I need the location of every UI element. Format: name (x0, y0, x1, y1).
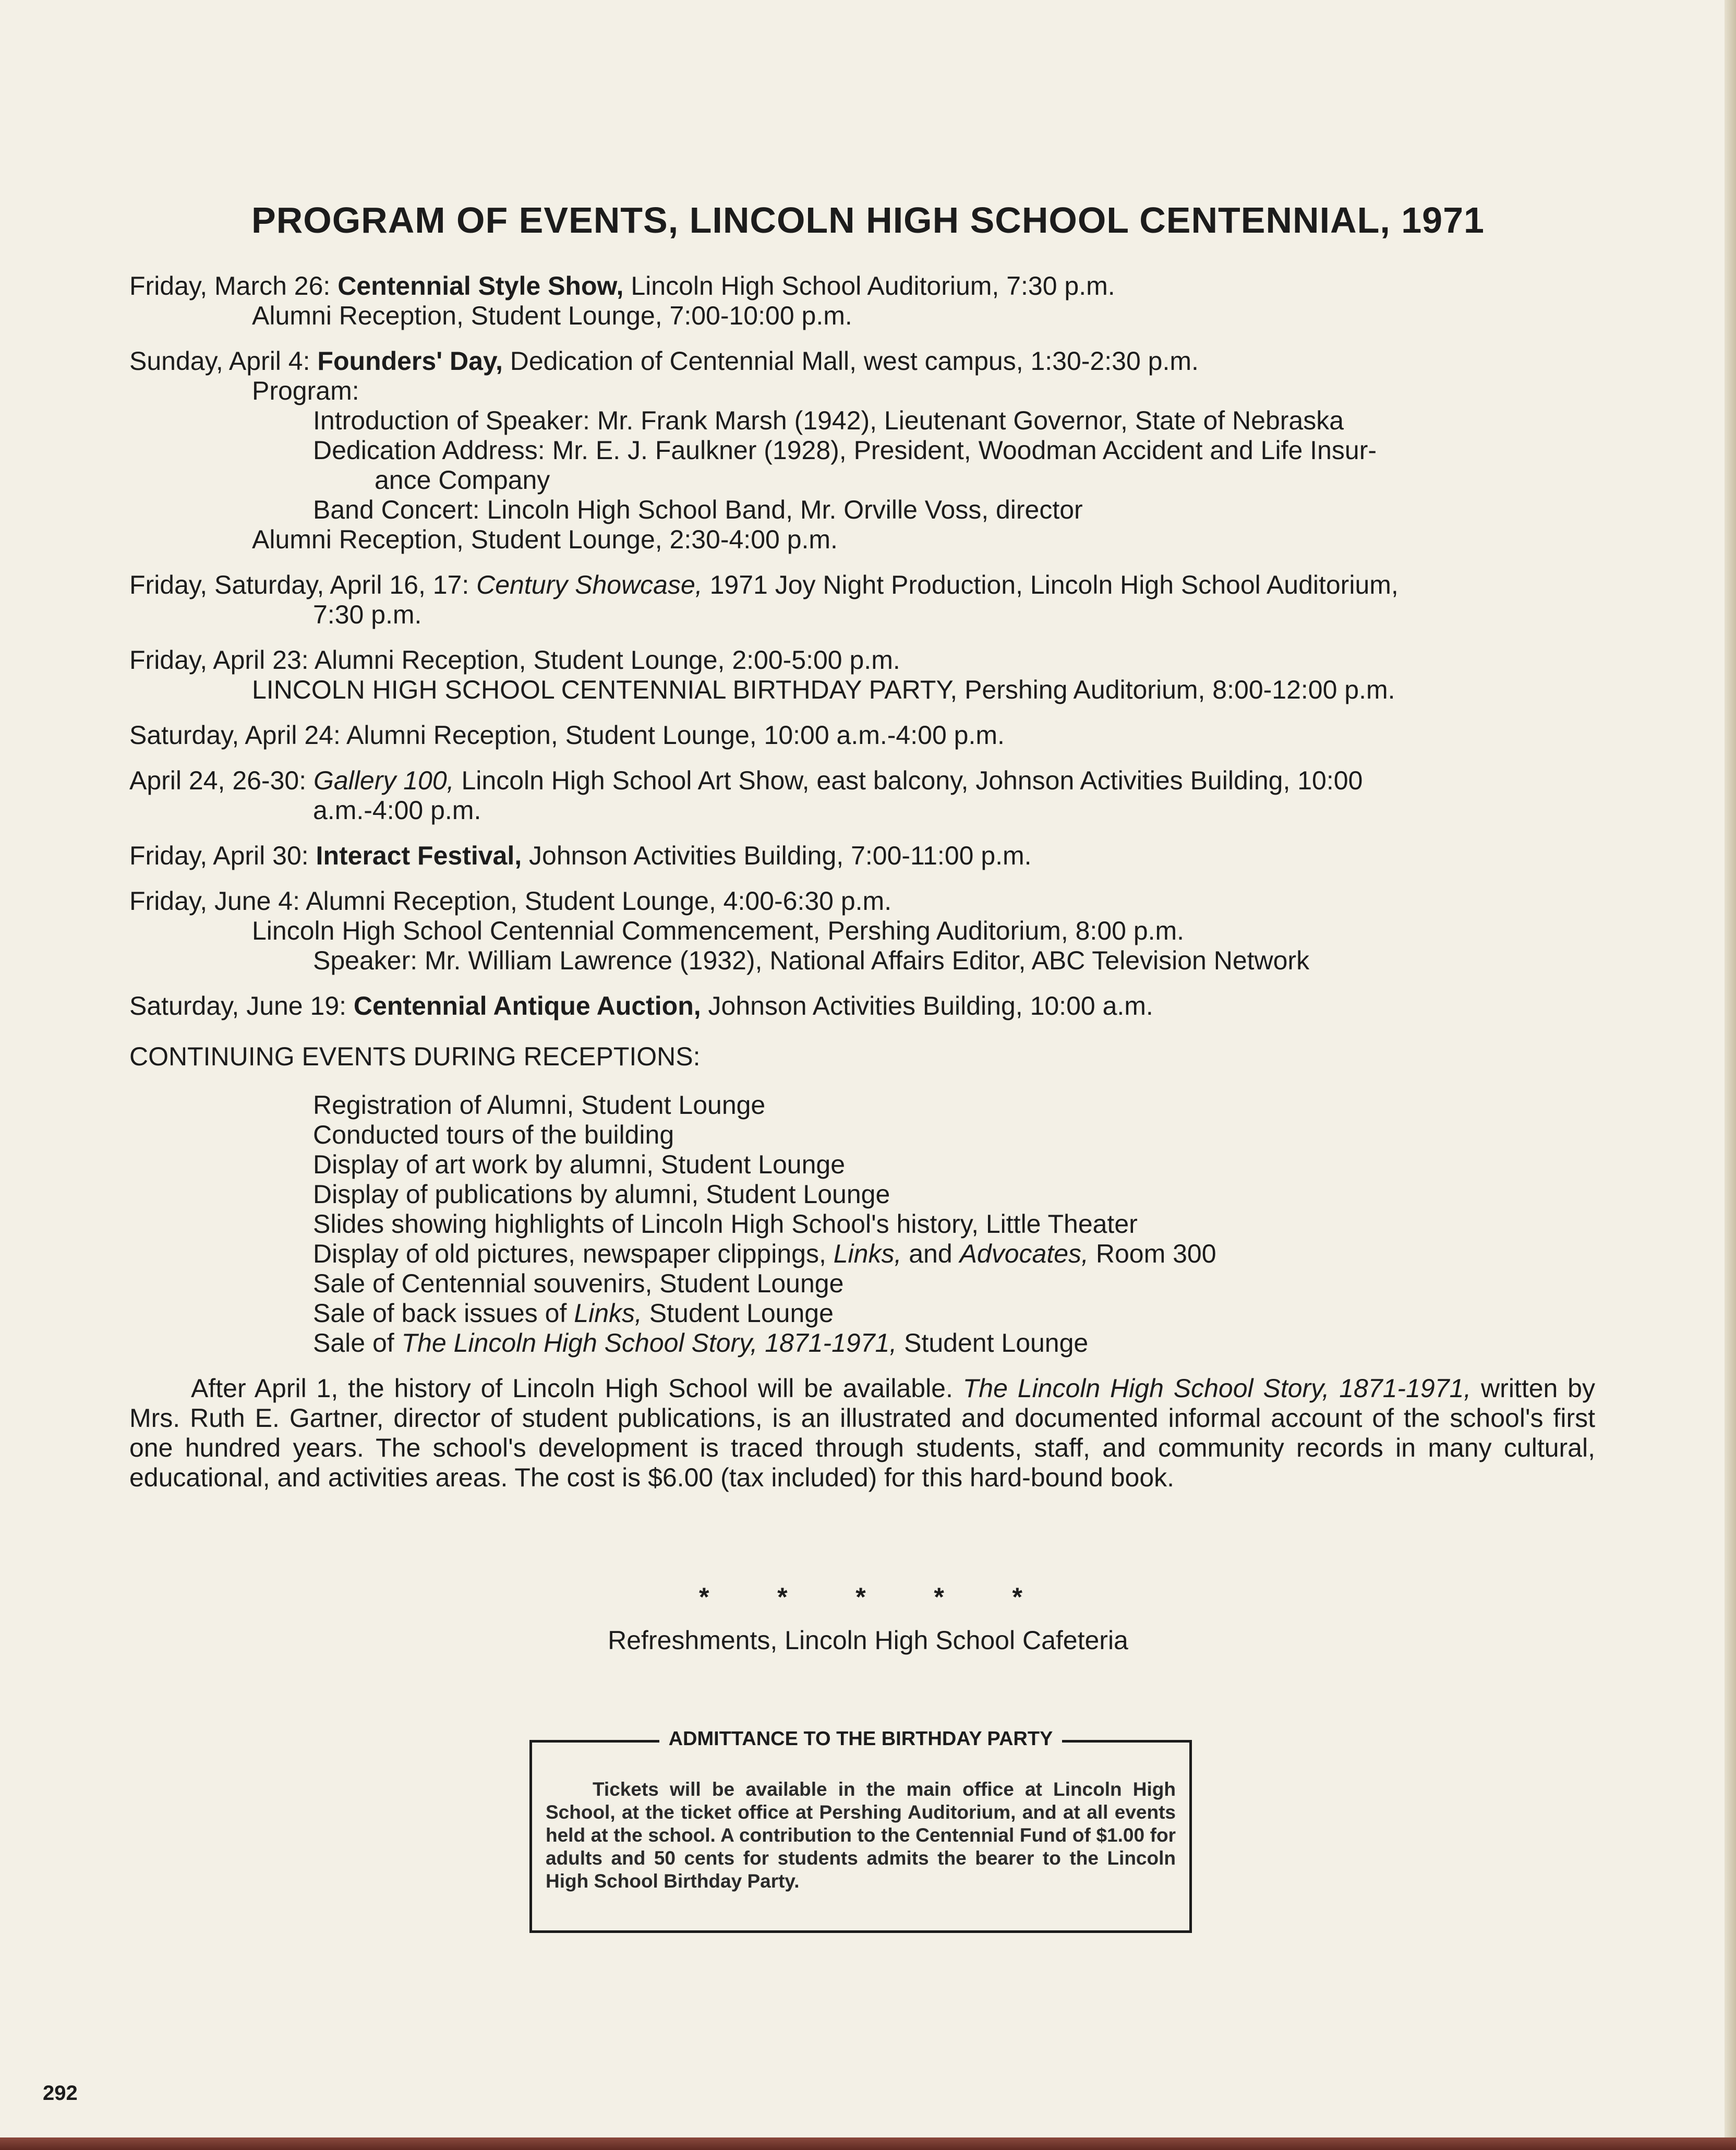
event-entry-april-23 (129, 645, 1595, 705)
event-line (129, 346, 1595, 376)
admittance-box (529, 1728, 1192, 1933)
paragraph-text: After April 1, the history of Lincoln High School will be available. (191, 1374, 963, 1403)
event-entry-april-4 (129, 346, 1595, 555)
list-item: Conducted tours of the building (313, 1120, 674, 1149)
event-subline: Alumni Reception, Student Lounge, 7:00-10:00 p.m. (252, 301, 852, 330)
program-label: Program: (252, 376, 359, 405)
publication-title: The Lincoln High School Story, 1871-1971, (401, 1328, 897, 1358)
list-item-text: Sale of (313, 1328, 402, 1358)
events-program (129, 271, 1595, 1493)
event-name: Centennial Style Show, (337, 271, 624, 301)
book-title: The Lincoln High School Story, 1871-1971, (962, 1374, 1472, 1403)
list-item: Sale of Centennial souvenirs, Student Lounge (313, 1269, 844, 1298)
history-book-paragraph (129, 1374, 1595, 1493)
event-entry-april-16-17 (129, 570, 1595, 630)
event-line (129, 991, 1595, 1021)
event-subline: LINCOLN HIGH SCHOOL CENTENNIAL BIRTHDAY PARTY, Pershing Auditorium, 8:00-12:00 p.m. (252, 675, 1395, 704)
cover-edge (0, 2137, 1736, 2150)
event-continued: a.m.-4:00 p.m. (313, 796, 481, 825)
event-line (129, 570, 1595, 600)
refreshments-note: Refreshments, Lincoln High School Cafeteria (608, 1626, 1128, 1655)
event-date: Saturday, June 19: (129, 991, 354, 1020)
event-subline: Speaker: Mr. William Lawrence (1932), National Affairs Editor, ABC Television Network (313, 946, 1310, 975)
event-details: Johnson Activities Building, 10:00 a.m. (701, 991, 1153, 1020)
publication-title: Advocates, (959, 1239, 1089, 1268)
event-name: Interact Festival, (316, 841, 522, 870)
event-line: Saturday, April 24: Alumni Reception, Student Lounge, 10:00 a.m.-4:00 p.m. (129, 720, 1005, 750)
page-title: PROGRAM OF EVENTS, LINCOLN HIGH SCHOOL CENTENNIAL, 1971 (251, 200, 1485, 241)
star-glyph: * (777, 1582, 788, 1612)
list-item: Slides showing highlights of Lincoln High School's history, Little Theater (313, 1209, 1138, 1239)
star-glyph: * (699, 1582, 709, 1612)
list-item (313, 1328, 1595, 1358)
event-details: 1971 Joy Night Production, Lincoln High School Auditorium, (702, 570, 1399, 599)
event-name: Founders' Day, (317, 346, 503, 376)
list-item-text: and (901, 1239, 960, 1268)
event-name: Gallery 100, (313, 766, 454, 795)
event-continued: 7:30 p.m. (313, 600, 422, 629)
program-item-continued: ance Company (375, 465, 550, 495)
continuing-events-list (129, 1090, 1595, 1358)
page-edge-shadow (1725, 0, 1736, 2150)
event-entry-june-19 (129, 991, 1595, 1021)
list-item: Display of art work by alumni, Student Lounge (313, 1150, 845, 1179)
program-item: Dedication Address: Mr. E. J. Faulkner (1928), President, Woodman Accident and Life Insur- (313, 436, 1377, 465)
list-item-text: Display of old pictures, newspaper clippings, (313, 1239, 834, 1268)
page-number: 292 (43, 2082, 78, 2105)
star-divider (699, 1582, 1022, 1612)
publication-title: Links, (574, 1299, 642, 1328)
list-item-text: Room 300 (1088, 1239, 1216, 1268)
event-line (129, 766, 1595, 796)
event-date: April 24, 26-30: (129, 766, 314, 795)
program-item: Introduction of Speaker: Mr. Frank Marsh (1942), Lieutenant Governor, State of Nebraska (313, 406, 1344, 435)
program-item: Band Concert: Lincoln High School Band, Mr. Orville Voss, director (313, 495, 1083, 524)
event-date: Friday, April 30: (129, 841, 316, 870)
admittance-text: Tickets will be available in the main office at Lincoln High School, at the ticket office at Pershing Auditorium, and at all events held at the school. A contribution to the Centennial Fund of $1.00 for adults and 50 cents for students admits the bearer to the Lincoln High School Birthday Party. (546, 1779, 1176, 1892)
event-date: Friday, March 26: (129, 271, 338, 301)
event-date: Friday, Saturday, April 16, 17: (129, 570, 477, 599)
star-glyph: * (1012, 1582, 1022, 1612)
list-item (313, 1239, 1595, 1269)
event-line (129, 271, 1595, 301)
admittance-box-body (546, 1778, 1176, 1893)
admittance-box-title (532, 1728, 1189, 1750)
event-details: Lincoln High School Art Show, east balcony, Johnson Activities Building, 10:00 (454, 766, 1363, 795)
event-subline: Lincoln High School Centennial Commencement, Pershing Auditorium, 8:00 p.m. (252, 916, 1185, 945)
list-item-text: Student Lounge (642, 1299, 834, 1328)
admittance-title-text: ADMITTANCE TO THE BIRTHDAY PARTY (659, 1728, 1063, 1750)
star-glyph: * (934, 1582, 944, 1612)
event-line: Friday, April 23: Alumni Reception, Student Lounge, 2:00-5:00 p.m. (129, 645, 900, 675)
event-entry-april-24 (129, 720, 1595, 750)
event-subline: Alumni Reception, Student Lounge, 2:30-4:00 p.m. (252, 525, 838, 554)
event-entry-april-24-30 (129, 766, 1595, 825)
list-item-text: Sale of back issues of (313, 1299, 574, 1328)
event-entry-april-30 (129, 841, 1595, 871)
paragraph-text: written by Mrs. Ruth E. Gartner, director of student publications, is an illustrated and documented informal account of the school's first one hundred years. The school's development is traced through students, staff, and community records in many cultural, educational, and activities areas. The cost is $6.00 (tax included) for this hard-bound book. (129, 1374, 1595, 1492)
publication-title: Links, (833, 1239, 902, 1268)
event-line (129, 841, 1595, 871)
continuing-events-heading: CONTINUING EVENTS DURING RECEPTIONS: (129, 1042, 701, 1071)
event-name: Centennial Antique Auction, (353, 991, 701, 1020)
event-details: Lincoln High School Auditorium, 7:30 p.m. (623, 271, 1115, 301)
event-line: Friday, June 4: Alumni Reception, Student Lounge, 4:00-6:30 p.m. (129, 886, 892, 916)
event-details: Johnson Activities Building, 7:00-11:00 p.m. (522, 841, 1032, 870)
event-date: Sunday, April 4: (129, 346, 318, 376)
event-entry-march-26 (129, 271, 1595, 331)
list-item: Registration of Alumni, Student Lounge (313, 1090, 766, 1120)
event-details: Dedication of Centennial Mall, west campus, 1:30-2:30 p.m. (502, 346, 1199, 376)
list-item: Display of publications by alumni, Student Lounge (313, 1180, 890, 1209)
event-entry-june-4 (129, 886, 1595, 976)
event-name: Century Showcase, (476, 570, 703, 599)
list-item-text: Student Lounge (897, 1328, 1089, 1358)
star-glyph: * (855, 1582, 866, 1612)
list-item (313, 1299, 1595, 1328)
